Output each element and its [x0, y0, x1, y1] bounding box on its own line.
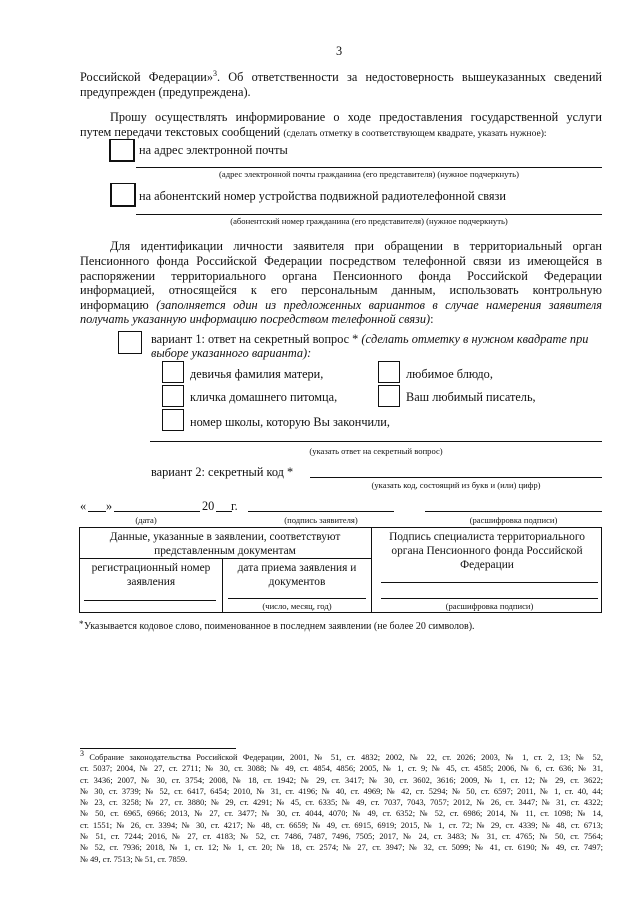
ident-line-1: Для идентификации личности заявителя при обращении в территориальный орган [110, 239, 602, 253]
date-year-line[interactable] [216, 511, 232, 512]
intro-line-2: предупрежден (предупреждена). [80, 85, 251, 99]
footnote-separator [80, 748, 236, 749]
specialist-decode-caption: (расшифровка подписи) [445, 601, 534, 611]
secret-code-line[interactable] [310, 477, 602, 478]
email-caption: (адрес электронной почты гражданина (его представителя) (нужное подчеркнуть) [219, 169, 519, 179]
page-number: 3 [336, 44, 343, 58]
table-right-header: Подпись специалиста территориального органа Пенсионного фонда Российской Федерации [389, 531, 585, 571]
phone-checkbox[interactable] [110, 183, 136, 207]
date-caption: (дата) [135, 515, 157, 525]
school-number-checkbox[interactable] [162, 409, 184, 431]
table-left-header-rule [79, 558, 371, 559]
secret-code-caption: (указать код, состоящий из букв и (или) цифр) [371, 480, 541, 490]
ident-line-4: информацией, относящейся к его персональным данным, использовать контрольную [80, 283, 602, 297]
school-number-label: номер школы, которую Вы закончили, [190, 415, 390, 429]
email-checkbox[interactable] [109, 139, 135, 162]
intro-text: Российской Федерации» [80, 70, 214, 84]
email-label: на адрес электронной почты [139, 143, 288, 157]
favorite-dish-checkbox[interactable] [378, 361, 400, 383]
phone-input-line[interactable] [136, 214, 602, 215]
footnote-line: № 52, ст. 7936; 2018, № 1, ст. 12; № 1, ст. 20; № 18, ст. 2574; № 27, ст. 3947; № 32, ст. 5099; № 41, ст. 6190; № 49, ст. 7497; [80, 843, 603, 853]
table-left-divider [222, 558, 223, 613]
date-year-prefix: 20 [202, 499, 215, 513]
pet-name-label: кличка домашнего питомца, [190, 390, 338, 404]
variant1-checkbox[interactable] [118, 331, 142, 354]
notify-main: путем передачи текстовых сообщений [80, 125, 284, 139]
notify-line-1: Прошу осуществлять информирование о ходе предоставления государственной услуги [110, 110, 602, 124]
secret-answer-caption: (указать ответ на секретный вопрос) [309, 446, 443, 456]
ident-main: информацию [80, 298, 157, 312]
email-input-line[interactable] [136, 167, 602, 168]
decode-caption: (расшифровка подписи) [469, 515, 558, 525]
table-divider [371, 527, 372, 613]
date-quote-close: » [106, 499, 113, 513]
reception-date-line[interactable] [228, 598, 366, 599]
footnote-line: № 30, ст. 3739; № 52, ст. 6417, 6454; 2010, № 31, ст. 4196; № 40, ст. 4969; № 42, ст. 5294; № 50, ст. 6597; 2011, № 1, ст. 40, 44; [80, 786, 603, 796]
ident-line-5 [80, 298, 602, 313]
footnote-ref: 3 [213, 68, 218, 78]
date-quote-open: « [80, 499, 87, 513]
maiden-name-label: девичья фамилия матери, [190, 367, 324, 381]
secret-answer-line[interactable] [150, 441, 602, 442]
ident-line-3: распоряжении территориального органа Пенсионного фонда Российской Федерации [80, 269, 602, 283]
footnote-line: ст. 1551; № 26, ст. 3394; № 30, ст. 4217; № 48, ст. 6659; № 49, ст. 6915, 6919; 2015, № 1, ст. 72; № 29, ст. 4339; № 48, ст. 6713; [80, 820, 603, 830]
favorite-dish-label: любимое блюдо, [406, 367, 493, 381]
applicant-signature-line[interactable] [248, 511, 394, 512]
variant1-label: вариант 1: ответ на секретный вопрос * [151, 332, 362, 346]
ident-line-6 [80, 312, 434, 327]
asterisk-note: Указывается кодовое слово, поименованное в последнем заявлении (не более 20 символов). [84, 621, 475, 632]
phone-caption: (абонентский номер гражданина (его представителя) (нужное подчеркнуть) [230, 216, 508, 226]
variant1-line-1 [151, 332, 588, 347]
footnote-line: № 50, ст. 6965, 6966; 2013, № 27, ст. 3477; № 30, ст. 4044, 4070; № 49, ст. 6352; № 52, ст. 6986; 2014, № 11, ст. 1098; № 14, [80, 809, 603, 819]
variant1-line-2: выборе указанного варианта): [151, 346, 312, 360]
footnote-line: № 23, ст. 3258; № 27, ст. 3880; № 29, ст. 4291; № 45, ст. 6335; № 49, ст. 7037, 7043, 7057; 2012, № 26, ст. 3447; № 31, ст. 4322; [80, 798, 603, 808]
asterisk-mark: * [79, 619, 84, 629]
ident-line-2: Пенсионного фонда Российской Федерации посредством телефонной связи из имеющейся в [80, 254, 602, 268]
reg-number-label: регистрационный номер заявления [91, 562, 211, 588]
ident-italic-2: получать указанную информацию посредством телефонной связи) [80, 312, 431, 326]
favorite-writer-label: Ваш любимый писатель, [406, 390, 536, 404]
ident-italic: (заполняется один из предложенных вариантов в случае намерения заявителя [156, 298, 602, 312]
footnote-line [80, 749, 603, 763]
notify-line-2 [80, 125, 547, 140]
footnote-line: № 49, ст. 7513; № 51, ст. 7859. [80, 854, 188, 864]
specialist-signature-line[interactable] [381, 582, 598, 583]
intro-text-cont: . Об ответственности за недостоверность вышеуказанных сведений [217, 70, 602, 84]
pet-name-checkbox[interactable] [162, 385, 184, 407]
variant2-label: вариант 2: секретный код * [151, 465, 294, 479]
specialist-decode-line[interactable] [381, 598, 598, 599]
phone-label: на абонентский номер устройства подвижной радиотелефонной связи [139, 189, 506, 203]
ident-colon: : [430, 312, 434, 326]
maiden-name-checkbox[interactable] [162, 361, 184, 383]
intro-line-1 [80, 70, 602, 85]
notify-note: (сделать отметку в соответствующем квадрате, указать нужное): [283, 128, 547, 139]
date-day-line[interactable] [88, 511, 106, 512]
date-month-line[interactable] [114, 511, 200, 512]
footnote-line: ст. 3436; 2007, № 30, ст. 3754; 2008, № 18, ст. 1942; № 29, ст. 3417; № 30, ст. 3602, 3616; 2009, № 1, ст. 12; № 29, ст. 3622; [80, 775, 603, 785]
reception-date-label: дата приема заявления и документов [237, 562, 357, 588]
reg-number-line[interactable] [84, 600, 216, 601]
footnote-line: № 51, ст. 7244; 2016, № 27, ст. 4183; № 52, ст. 7486, 7487, 7496, 7505; 2017, № 24, ст. 3483; № 31, ст. 4765; № 50, ст. 7564; [80, 832, 603, 842]
footnote-text: Собрание законодательства Российской Федерации, 2001, № 51, ст. 4832; 2002, № 22, ст. 2026; 2003, № 1, ст. 2, 13; № 52, [84, 753, 603, 762]
applicant-decode-line[interactable] [425, 511, 602, 512]
footnote-line: ст. 5037; 2004, № 27, ст. 2711; № 30, ст. 3088; № 49, ст. 4854, 4856; 2005, № 1, ст. 9; № 45, ст. 4585; 2006, № 6, ст. 636; № 31, [80, 764, 603, 774]
date-year-suffix: г. [231, 499, 238, 513]
signature-caption: (подпись заявителя) [284, 515, 358, 525]
favorite-writer-checkbox[interactable] [378, 385, 400, 407]
table-left-header: Данные, указанные в заявлении, соответствуют представленным документам [109, 531, 341, 557]
variant1-note: (сделать отметку в нужном квадрате при [361, 332, 589, 346]
reception-date-caption: (число, месяц, год) [262, 601, 332, 611]
footnote [80, 749, 603, 865]
footnote-mark: 3 [80, 749, 84, 759]
